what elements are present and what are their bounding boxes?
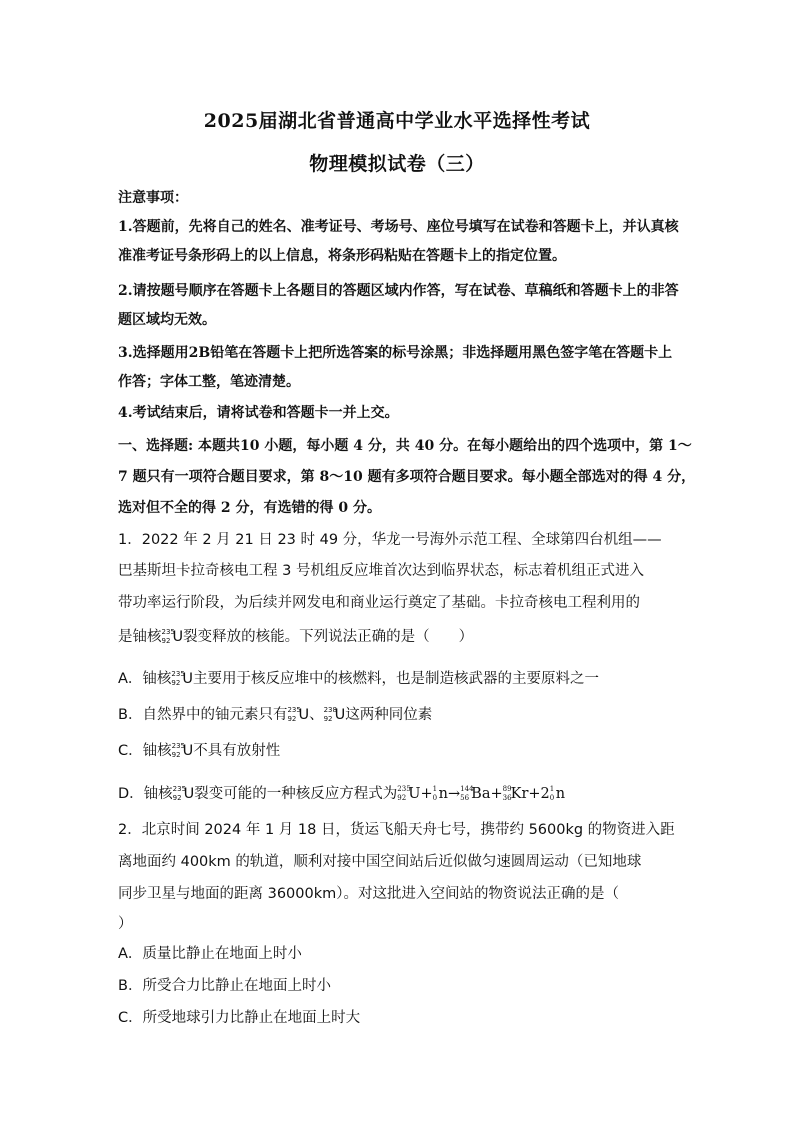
section1-instructions-2: 7 题只有一项符合题目要求，第 8～10 题有多项符合题目要求。每小题全部选对的得 4 分， bbox=[118, 469, 696, 485]
u235-nuclide: 235 92 bbox=[171, 670, 185, 687]
q2-option-c[interactable]: C．所受地球引力比静止在地面上时大 bbox=[118, 1010, 361, 1026]
q2-option-a[interactable]: A．质量比静止在地面上时小 bbox=[118, 946, 302, 962]
section1-instructions-1: 一、选择题: 本题共10 小题，每小题 4 分，共 40 分。在每小题给出的四个选项中，第 1～ bbox=[118, 438, 692, 454]
notice-item-4: 4.考试结束后，请将试卷和答题卡一并上交。 bbox=[118, 405, 399, 421]
q1-stem-2: 巴基斯坦卡拉奇核电工程 3 号机组反应堆首次达到临界状态，标志着机组正式进入 bbox=[118, 563, 644, 579]
q2-stem-2: 离地面约 400km 的轨道，顺利对接中国空间站后近似做匀速圆周运动（已知地球 bbox=[118, 854, 642, 870]
u235-nuclide: 235 92 bbox=[161, 628, 175, 645]
q1-stem-4: 是铀核 235 92 U裂变释放的核能。下列说法正确的是（ ） bbox=[118, 628, 474, 645]
u235-nuclide: 235 92 bbox=[171, 742, 185, 759]
notice-heading: 注意事项： bbox=[118, 190, 188, 206]
notice-item-2a: 2.请按题号顺序在答题卡上各题目的答题区域内作答，写在试卷、草稿纸和答题卡上的非答 bbox=[118, 283, 679, 299]
q1-stem-3: 带功率运行阶段，为后续并网发电和商业运行奠定了基础。卡拉奇核电工程利用的 bbox=[118, 595, 640, 611]
exam-title: 2025届湖北省普通高中学业水平选择性考试 bbox=[203, 110, 591, 132]
u235-nuclide: 235 92 bbox=[172, 785, 187, 802]
notice-item-1a: 1.答题前，先将自己的姓名、准考证号、考场号、座位号填写在试卷和答题卡上，并认真核 bbox=[118, 219, 679, 235]
section1-instructions-3: 选对但不全的得 2 分，有选错的得 0 分。 bbox=[118, 500, 381, 516]
q1-option-d[interactable]: D．铀核 235 92 U裂变可能的一种核反应方程式为 235 92 U+ 1 0 n→ 144 56 Ba+ 89 36 Kr+2 1 0 n bbox=[118, 785, 566, 802]
q1-option-a[interactable]: A．铀核 235 92 U主要用于核反应堆中的核燃料，也是制造核武器的主要原料之一 bbox=[118, 670, 600, 687]
notice-item-2b: 题区域均无效。 bbox=[118, 312, 216, 328]
notice-item-3b: 作答；字体工整，笔迹清楚。 bbox=[118, 374, 300, 390]
notice-item-3a: 3.选择题用2B铅笔在答题卡上把所选答案的标号涂黑；非选择题用黑色签字笔在答题卡上 bbox=[118, 345, 673, 361]
q2-stem-1: 2．北京时间 2024 年 1 月 18 日，货运飞船天舟七号，携带约 5600kg 的物资进入距 bbox=[118, 822, 675, 838]
fission-equation: 235 92 U+ 1 0 n→ 144 56 Ba+ 89 36 Kr+2 1 0 n bbox=[397, 785, 566, 802]
q1-stem-1: 1．2022 年 2 月 21 日 23 时 49 分，华龙一号海外示范工程、全球第四台机组—— bbox=[118, 532, 662, 548]
notice-item-1b: 准准考证号条形码上的以上信息，将条形码粘贴在答题卡上的指定位置。 bbox=[118, 248, 566, 264]
q2-option-b[interactable]: B．所受合力比静止在地面上时小 bbox=[118, 978, 331, 994]
q1-option-c[interactable]: C．铀核 235 92 U不具有放射性 bbox=[118, 742, 281, 759]
q2-stem-4: ） bbox=[118, 916, 133, 932]
exam-subtitle: 物理模拟试卷（三） bbox=[309, 153, 485, 175]
u235-nuclide: 235 92 bbox=[287, 706, 301, 723]
q2-stem-3: 同步卫星与地面的距离 36000km）。对这批进入空间站的物资说法正确的是（ bbox=[118, 886, 620, 902]
q1-option-b[interactable]: B．自然界中的铀元素只有 235 92 U、 238 92 U这两种同位素 bbox=[118, 706, 433, 723]
u238-nuclide: 238 92 bbox=[323, 706, 337, 723]
